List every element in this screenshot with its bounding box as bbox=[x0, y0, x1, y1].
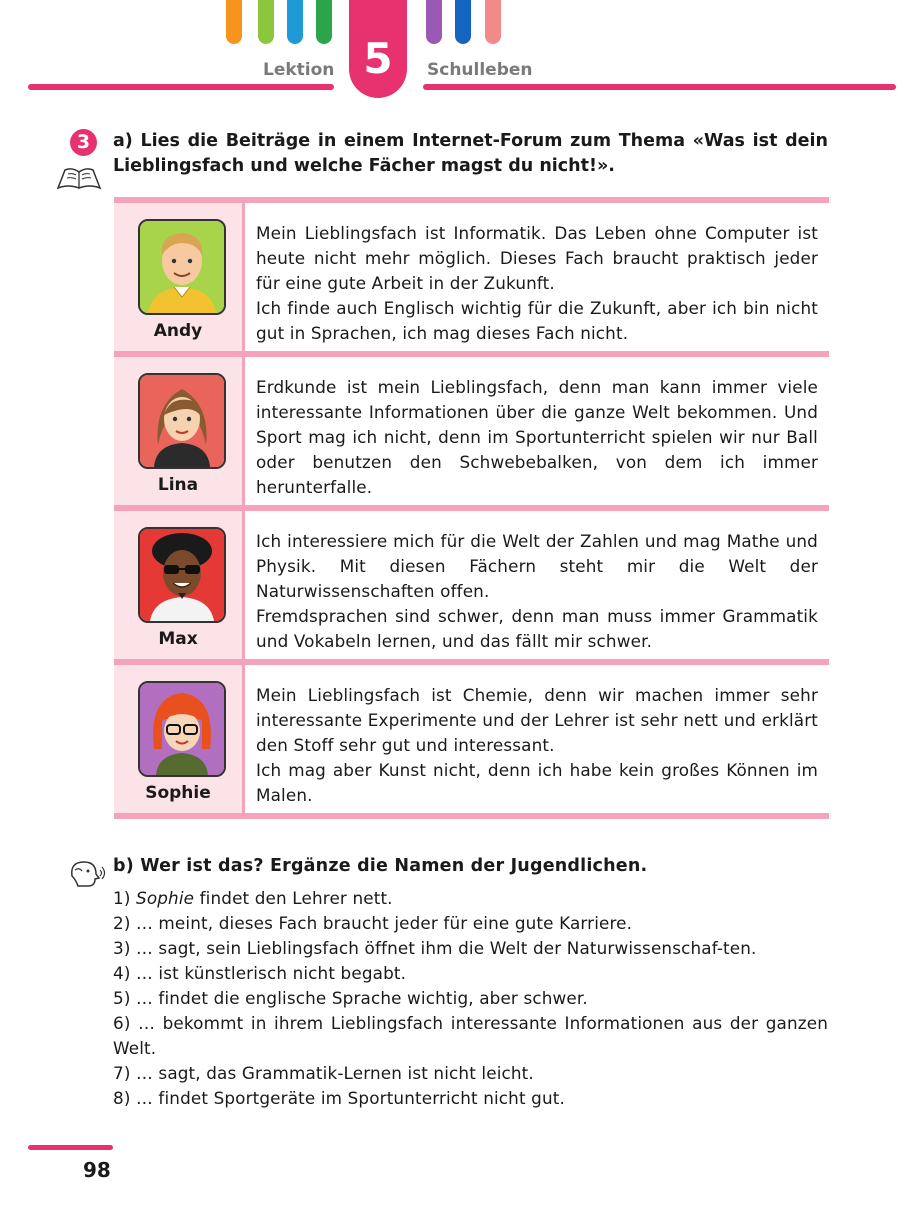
post-paragraph: Mein Lieblingsfach ist Informatik. Das Leben ohne Computer ist heute nicht mehr möglich. Dieses Fach braucht praktisch jeder für eine gute Arbeit in der Zukunft. bbox=[256, 223, 818, 293]
item-text: … bekommt in ihrem Lieblingsfach interessante Informationen aus der ganzen Welt. bbox=[113, 1013, 828, 1058]
post-text bbox=[245, 357, 829, 505]
item-number: 5) bbox=[113, 988, 131, 1008]
color-tab bbox=[258, 0, 274, 44]
item-number: 7) bbox=[113, 1063, 131, 1083]
color-tab bbox=[316, 0, 332, 44]
task-b-instruction: b) Wer ist das? Ergänze die Namen der Jugendlichen. bbox=[113, 856, 648, 876]
item-number: 6) bbox=[113, 1013, 131, 1033]
post-paragraph: Ich interessiere mich für die Welt der Zahlen und mag Mathe und Physik. Mit diesen Fächern steht mir die Welt der Naturwissenschaften offen. bbox=[256, 531, 818, 601]
post-paragraph: Ich finde auch Englisch wichtig für die Zukunft, aber ich bin nicht gut in Sprachen, ich mag dieses Fach nicht. bbox=[256, 298, 818, 343]
forum-post bbox=[114, 511, 829, 659]
list-item bbox=[113, 886, 828, 911]
section-title: Schulleben bbox=[427, 60, 533, 80]
color-tab bbox=[226, 0, 242, 44]
author-name: Andy bbox=[153, 321, 203, 341]
item-number: 4) bbox=[113, 963, 131, 983]
list-item bbox=[113, 961, 828, 986]
lesson-label: Lektion bbox=[263, 60, 335, 80]
item-answer: Sophie bbox=[136, 888, 195, 908]
speaking-head-icon bbox=[66, 858, 106, 894]
avatar bbox=[138, 219, 226, 315]
task-number: 3 bbox=[70, 129, 97, 156]
post-text bbox=[245, 203, 829, 351]
header-rule-left bbox=[28, 84, 334, 90]
list-item bbox=[113, 1011, 828, 1061]
color-tab bbox=[455, 0, 471, 44]
list-item bbox=[113, 986, 828, 1011]
item-number: 2) bbox=[113, 913, 131, 933]
footer-rule bbox=[28, 1145, 113, 1150]
item-text: … findet die englische Sprache wichtig, aber schwer. bbox=[136, 988, 588, 1008]
item-text: … meint, dieses Fach braucht jeder für eine gute Karriere. bbox=[136, 913, 633, 933]
post-text bbox=[245, 511, 829, 659]
item-text: … findet Sportgeräte im Sportunterricht nicht gut. bbox=[136, 1088, 565, 1108]
header-rule-right bbox=[423, 84, 896, 90]
lesson-number: 5 bbox=[349, 0, 407, 98]
forum-post bbox=[114, 203, 829, 351]
forum-post bbox=[114, 665, 829, 813]
task-a-instruction: a) Lies die Beiträge in einem Internet-Forum zum Thema «Was ist dein Lieblingsfach und welche Fächer magst du nicht!». bbox=[113, 131, 828, 176]
table-divider bbox=[114, 813, 829, 819]
post-paragraph: Fremdsprachen sind schwer, denn man muss immer Grammatik und Vokabeln lernen, und das fällt mir schwer. bbox=[256, 606, 818, 651]
color-tab bbox=[426, 0, 442, 44]
list-item bbox=[113, 911, 828, 936]
list-item bbox=[113, 1061, 828, 1086]
author-cell bbox=[114, 665, 245, 813]
item-number: 1) bbox=[113, 888, 131, 908]
forum-post bbox=[114, 357, 829, 505]
exercise-list bbox=[113, 886, 828, 1111]
post-paragraph: Erdkunde ist mein Lieblingsfach, denn man kann immer viele interessante Informationen über die ganze Welt bekommen. Und Sport mag ich nicht, denn im Sportunterricht spielen wir nur Ball oder benutzen den Schwebebalken, von dem ich immer herunterfalle. bbox=[256, 377, 818, 497]
item-text: … ist künstlerisch nicht begabt. bbox=[136, 963, 407, 983]
item-text: findet den Lehrer nett. bbox=[194, 888, 393, 908]
author-name: Lina bbox=[157, 475, 199, 495]
color-tab bbox=[485, 0, 501, 44]
post-paragraph: Mein Lieblingsfach ist Chemie, denn wir machen immer sehr interessante Experimente und der Lehrer ist sehr nett und erklärt den Stoff sehr gut und interessant. bbox=[256, 685, 818, 755]
avatar bbox=[138, 527, 226, 623]
avatar bbox=[138, 681, 226, 777]
color-tab bbox=[287, 0, 303, 44]
item-number: 3) bbox=[113, 938, 131, 958]
forum-table bbox=[114, 197, 829, 819]
item-text: … sagt, sein Lieblingsfach öffnet ihm die Welt der Naturwissenschaf-ten. bbox=[136, 938, 757, 958]
list-item bbox=[113, 1086, 828, 1111]
author-cell bbox=[114, 203, 245, 351]
item-number: 8) bbox=[113, 1088, 131, 1108]
post-paragraph: Ich mag aber Kunst nicht, denn ich habe kein großes Können im Malen. bbox=[256, 760, 818, 805]
open-book-icon bbox=[55, 162, 103, 196]
author-cell bbox=[114, 511, 245, 659]
post-text bbox=[245, 665, 829, 813]
item-text: … sagt, das Grammatik-Lernen ist nicht leicht. bbox=[136, 1063, 534, 1083]
author-name: Sophie bbox=[145, 783, 211, 803]
page-number: 98 bbox=[83, 1158, 111, 1182]
list-item bbox=[113, 936, 828, 961]
author-cell bbox=[114, 357, 245, 505]
avatar bbox=[138, 373, 226, 469]
author-name: Max bbox=[158, 629, 198, 649]
